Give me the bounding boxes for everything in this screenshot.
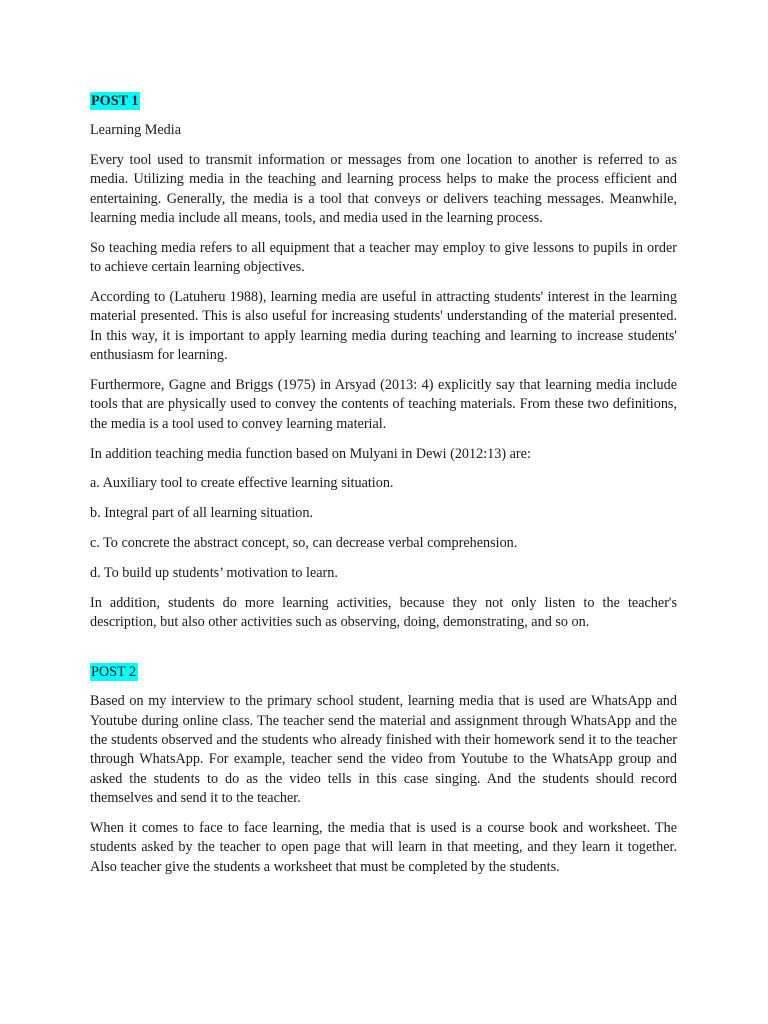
section-spacer xyxy=(90,643,677,663)
function-list-item-d: d. To build up students’ motivation to learn. xyxy=(90,564,338,581)
post-1-title: Learning Media xyxy=(90,122,181,139)
post-2-label: POST 2 xyxy=(91,663,137,680)
document-page xyxy=(90,92,677,888)
post-1-paragraph-5: In addition teaching media function based on Mulyani in Dewi (2012:13) are: xyxy=(90,445,531,462)
post-1-heading xyxy=(90,92,677,111)
post-1-paragraph-1: Every tool used to transmit information or messages from one location to another is referred to as media. Utilizing media in the teaching and learning process helps to make the process efficient and entertaining. Generally, the media is a tool that conveys or delivers teaching messages. Meanwhile, learning media include all means, tools, and media used in the learning process. xyxy=(90,151,677,227)
function-list-item-a: a. Auxiliary tool to create effective learning situation. xyxy=(90,475,394,492)
post-1-paragraph-4: Furthermore, Gagne and Briggs (1975) in Arsyad (2013: 4) explicitly say that learning media include tools that are physically used to convey the contents of teaching materials. From these two definitions, the media is a tool used to convey learning material. xyxy=(90,377,677,432)
post-1-closing-paragraph: In addition, students do more learning activities, because they not only listen to the teacher's description, but also other activities such as observing, doing, demonstrating, and so on. xyxy=(90,594,677,631)
post-2-paragraph-2: When it comes to face to face learning, the media that is used is a course book and worksheet. The students asked by the teacher to open page that will learn in that meeting, and they learn it together. Also teacher give the students a worksheet that must be completed by the students. xyxy=(90,820,677,875)
post-2-heading xyxy=(90,663,677,682)
function-list-item-b: b. Integral part of all learning situation. xyxy=(90,505,313,522)
post-1-label: POST 1 xyxy=(91,93,139,109)
post-1-paragraph-3: According to (Latuheru 1988), learning media are useful in attracting students' interest in the learning material presented. This is also useful for increasing students' understanding of the material presented. In this way, it is important to apply learning media during teaching and learning to increase students' enthusiasm for learning. xyxy=(90,289,677,364)
function-list-item-c: c. To concrete the abstract concept, so, can decrease verbal comprehension. xyxy=(90,535,518,552)
post-2-paragraph-1: Based on my interview to the primary school student, learning media that is used are WhatsApp and Youtube during online class. The teacher send the material and assignment through WhatsApp and the the students observed and the students who already finished with their homework send it to the teacher through WhatsApp. For example, teacher send the video from Youtube to the WhatsApp group and asked the students to do as the video tells in this case singing. And the students should record themselves and send it to the teacher. xyxy=(90,693,677,807)
post-1-paragraph-2: So teaching media refers to all equipment that a teacher may employ to give lessons to pupils in order to achieve certain learning objectives. xyxy=(90,239,677,276)
